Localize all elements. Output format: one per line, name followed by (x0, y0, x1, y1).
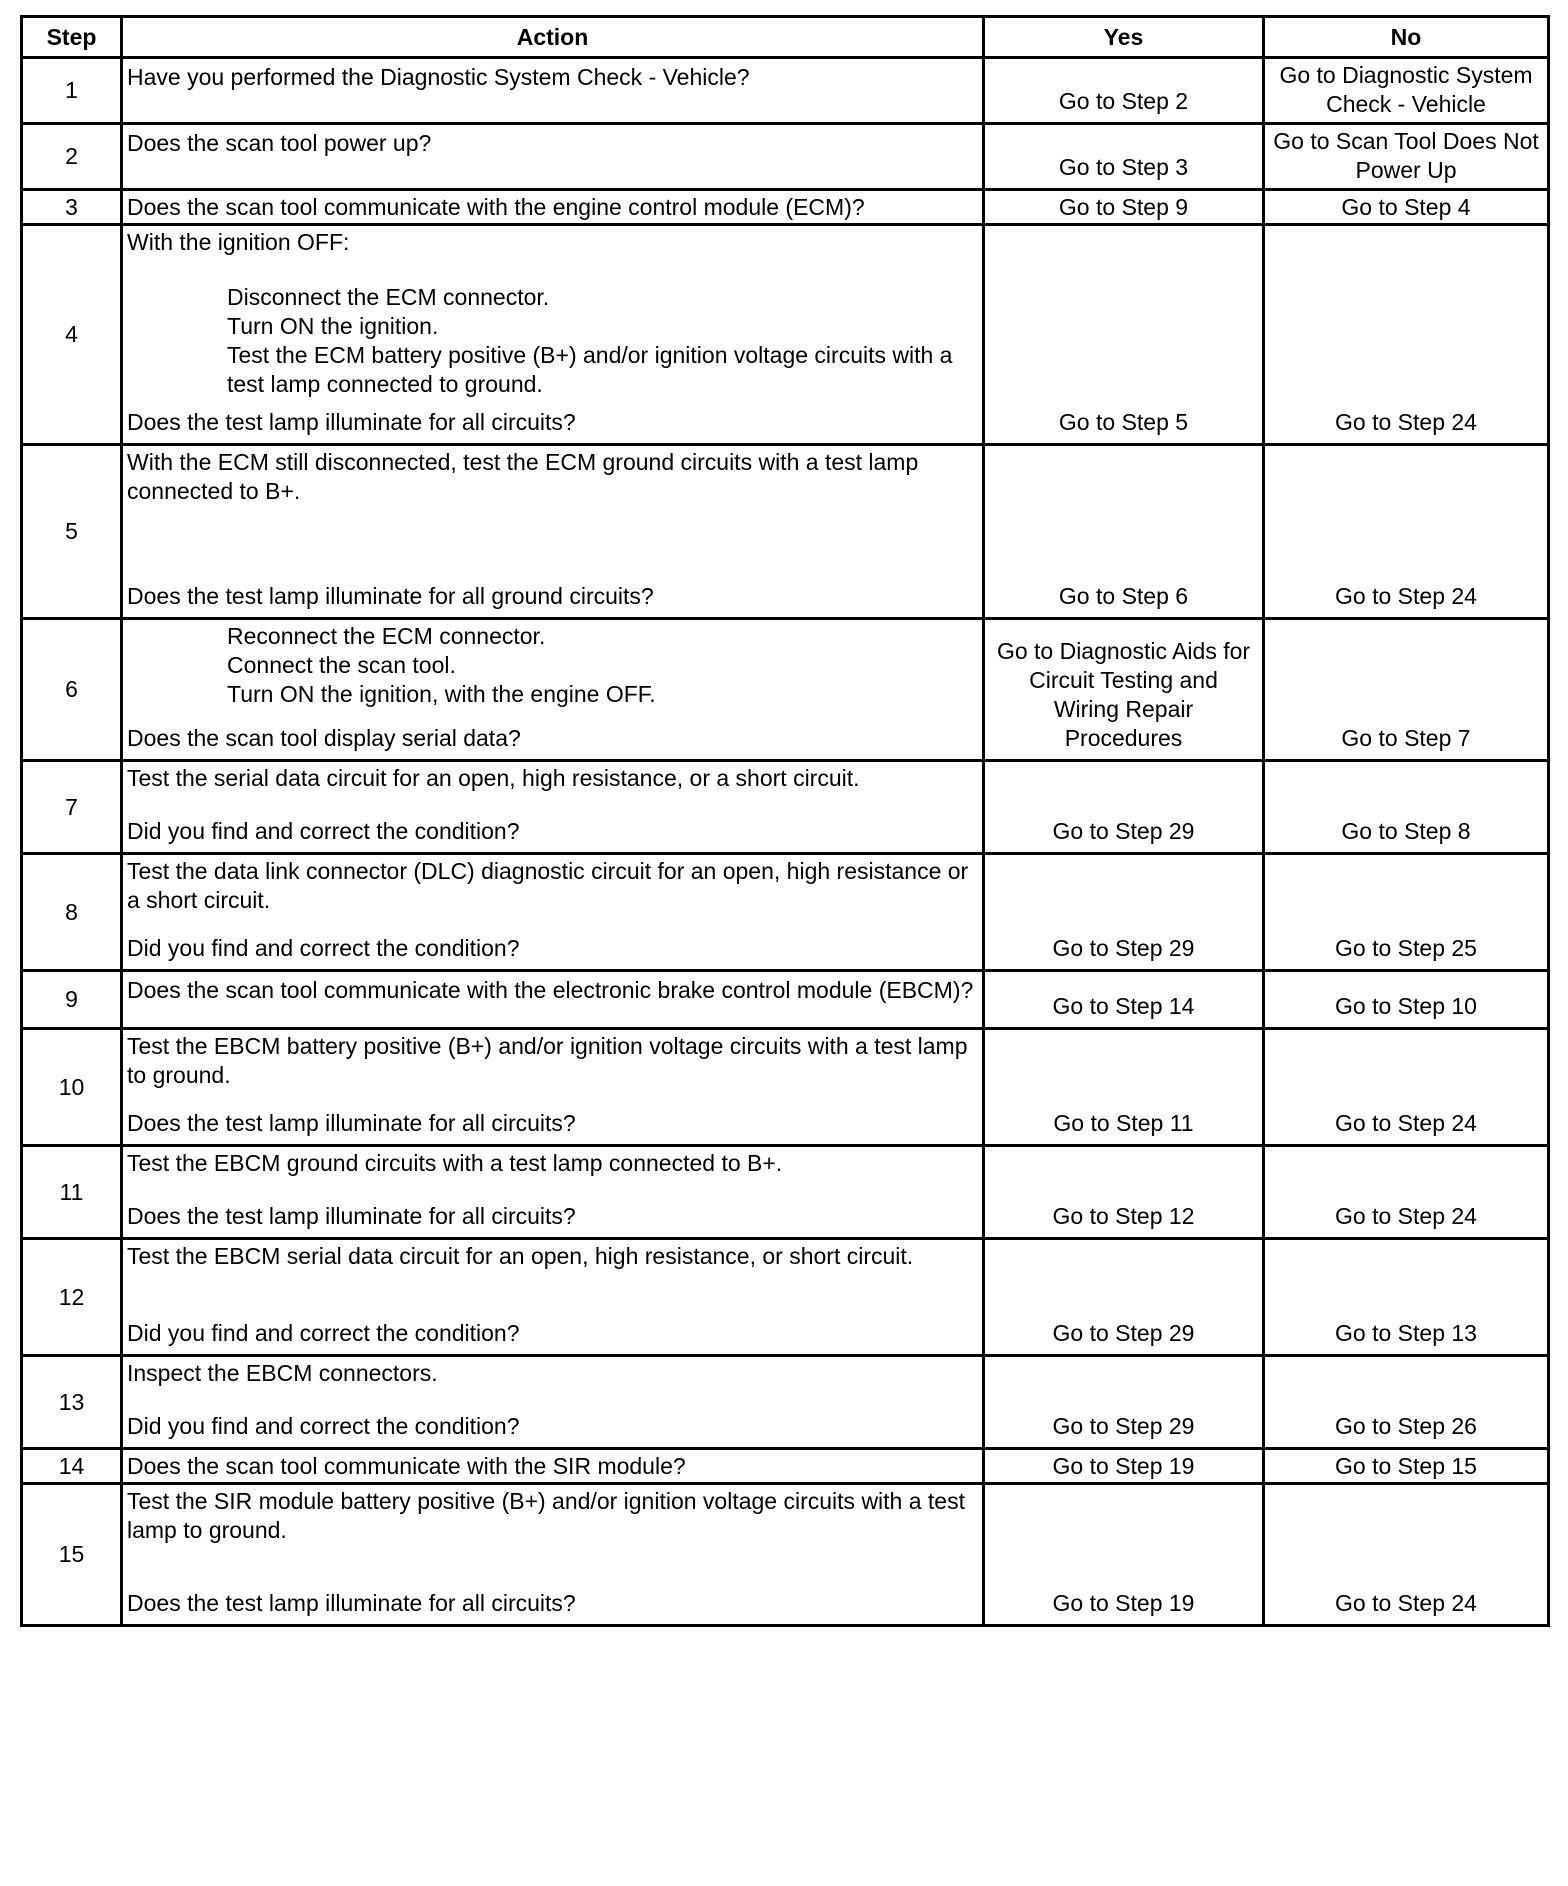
step-number: 10 (22, 1029, 122, 1146)
action-substep: Connect the scan tool. (227, 652, 456, 678)
no-result: Go to Step 25 (1264, 854, 1549, 971)
action-question: Does the scan tool communicate with the electronic brake control module (EBCM)? (127, 977, 974, 1003)
action-cell (122, 761, 984, 854)
action-cell (122, 1356, 984, 1449)
action-cell (122, 124, 984, 190)
action-cell (122, 854, 984, 971)
header-step: Step (22, 17, 122, 58)
yes-result: Go to Step 29 (984, 1356, 1264, 1449)
no-result: Go to Step 10 (1264, 971, 1549, 1029)
action-question: Have you performed the Diagnostic System Check - Vehicle? (127, 64, 750, 90)
table-row (22, 445, 1549, 619)
action-cell (122, 1029, 984, 1146)
yes-result: Go to Step 19 (984, 1484, 1264, 1626)
table-row (22, 619, 1549, 761)
yes-result: Go to Step 2 (984, 58, 1264, 124)
action-question: Did you find and correct the condition? (127, 818, 520, 844)
step-number: 7 (22, 761, 122, 854)
no-result: Go to Diagnostic System Check - Vehicle (1264, 58, 1549, 124)
no-result: Go to Step 24 (1264, 225, 1549, 445)
no-result: Go to Step 26 (1264, 1356, 1549, 1449)
yes-result: Go to Step 19 (984, 1449, 1264, 1484)
step-number: 11 (22, 1146, 122, 1239)
header-action: Action (122, 17, 984, 58)
action-cell (122, 971, 984, 1029)
yes-result: Go to Diagnostic Aids for Circuit Testing and Wiring Repair Procedures (984, 619, 1264, 761)
yes-result: Go to Step 12 (984, 1146, 1264, 1239)
action-substep: Disconnect the ECM connector. (227, 284, 550, 310)
table-row (22, 854, 1549, 971)
action-cell (122, 1239, 984, 1356)
action-cell (122, 619, 984, 761)
table-row (22, 1356, 1549, 1449)
table-row (22, 124, 1549, 190)
action-question: Does the scan tool communicate with the engine control module (ECM)? (127, 193, 865, 220)
step-number: 15 (22, 1484, 122, 1626)
step-number: 3 (22, 190, 122, 225)
yes-result: Go to Step 29 (984, 1239, 1264, 1356)
action-intro: Test the EBCM battery positive (B+) and/or ignition voltage circuits with a test lamp to ground. (127, 1033, 968, 1088)
header-row (22, 17, 1549, 58)
no-result: Go to Step 7 (1264, 619, 1549, 761)
action-cell (122, 225, 984, 445)
action-question: Does the test lamp illuminate for all ground circuits? (127, 583, 654, 609)
yes-result: Go to Step 9 (984, 190, 1264, 225)
yes-result: Go to Step 29 (984, 854, 1264, 971)
action-intro: Inspect the EBCM connectors. (127, 1360, 438, 1386)
action-intro: With the ignition OFF: (127, 229, 350, 255)
no-result: Go to Step 15 (1264, 1449, 1549, 1484)
action-substep: Test the ECM battery positive (B+) and/or ignition voltage circuits with a test lamp connected to ground. (227, 342, 953, 397)
yes-result: Go to Step 5 (984, 225, 1264, 445)
action-substep: Reconnect the ECM connector. (227, 623, 546, 649)
header-no: No (1264, 17, 1549, 58)
table-row (22, 225, 1549, 445)
action-question: Did you find and correct the condition? (127, 935, 520, 961)
step-number: 8 (22, 854, 122, 971)
action-question: Did you find and correct the condition? (127, 1413, 520, 1439)
action-question: Does the scan tool communicate with the SIR module? (127, 1452, 686, 1479)
yes-result: Go to Step 6 (984, 445, 1264, 619)
no-result: Go to Step 24 (1264, 1484, 1549, 1626)
step-number: 13 (22, 1356, 122, 1449)
step-number: 1 (22, 58, 122, 124)
step-number: 14 (22, 1449, 122, 1484)
step-number: 6 (22, 619, 122, 761)
action-question: Does the scan tool power up? (127, 130, 432, 156)
action-substep: Turn ON the ignition, with the engine OFF. (227, 681, 656, 707)
no-result: Go to Step 13 (1264, 1239, 1549, 1356)
action-cell (122, 1146, 984, 1239)
action-intro: Test the data link connector (DLC) diagnostic circuit for an open, high resistance or a short circuit. (127, 858, 969, 913)
action-question: Does the test lamp illuminate for all circuits? (127, 409, 576, 435)
no-result: Go to Step 24 (1264, 1029, 1549, 1146)
action-intro: Test the EBCM ground circuits with a test lamp connected to B+. (127, 1150, 783, 1176)
table-row (22, 190, 1549, 225)
yes-result: Go to Step 3 (984, 124, 1264, 190)
action-intro: Test the EBCM serial data circuit for an open, high resistance, or short circuit. (127, 1243, 914, 1269)
no-result: Go to Step 4 (1264, 190, 1549, 225)
yes-result: Go to Step 14 (984, 971, 1264, 1029)
action-question: Does the test lamp illuminate for all circuits? (127, 1203, 576, 1229)
action-cell (122, 1449, 984, 1484)
action-question: Does the scan tool display serial data? (127, 725, 521, 751)
action-cell (122, 190, 984, 225)
no-result: Go to Step 24 (1264, 1146, 1549, 1239)
diagnostic-table (20, 15, 1550, 1627)
step-number: 9 (22, 971, 122, 1029)
table-row (22, 1029, 1549, 1146)
table-row (22, 1239, 1549, 1356)
action-question: Does the test lamp illuminate for all circuits? (127, 1110, 576, 1136)
yes-result: Go to Step 11 (984, 1029, 1264, 1146)
table-row (22, 761, 1549, 854)
action-question: Does the test lamp illuminate for all circuits? (127, 1590, 576, 1616)
header-yes: Yes (984, 17, 1264, 58)
table-row (22, 1484, 1549, 1626)
action-cell (122, 1484, 984, 1626)
no-result: Go to Step 8 (1264, 761, 1549, 854)
step-number: 12 (22, 1239, 122, 1356)
action-cell (122, 58, 984, 124)
no-result: Go to Scan Tool Does Not Power Up (1264, 124, 1549, 190)
action-intro: Test the serial data circuit for an open, high resistance, or a short circuit. (127, 765, 860, 791)
action-intro: With the ECM still disconnected, test the ECM ground circuits with a test lamp connected to B+. (127, 449, 919, 504)
no-result: Go to Step 24 (1264, 445, 1549, 619)
action-cell (122, 445, 984, 619)
step-number: 4 (22, 225, 122, 445)
yes-result: Go to Step 29 (984, 761, 1264, 854)
action-intro: Test the SIR module battery positive (B+) and/or ignition voltage circuits with a test lamp to ground. (127, 1488, 965, 1543)
action-substep: Turn ON the ignition. (227, 313, 439, 339)
table-row (22, 1146, 1549, 1239)
table-row (22, 1449, 1549, 1484)
action-question: Did you find and correct the condition? (127, 1320, 520, 1346)
step-number: 5 (22, 445, 122, 619)
table-row (22, 971, 1549, 1029)
step-number: 2 (22, 124, 122, 190)
table-row (22, 58, 1549, 124)
